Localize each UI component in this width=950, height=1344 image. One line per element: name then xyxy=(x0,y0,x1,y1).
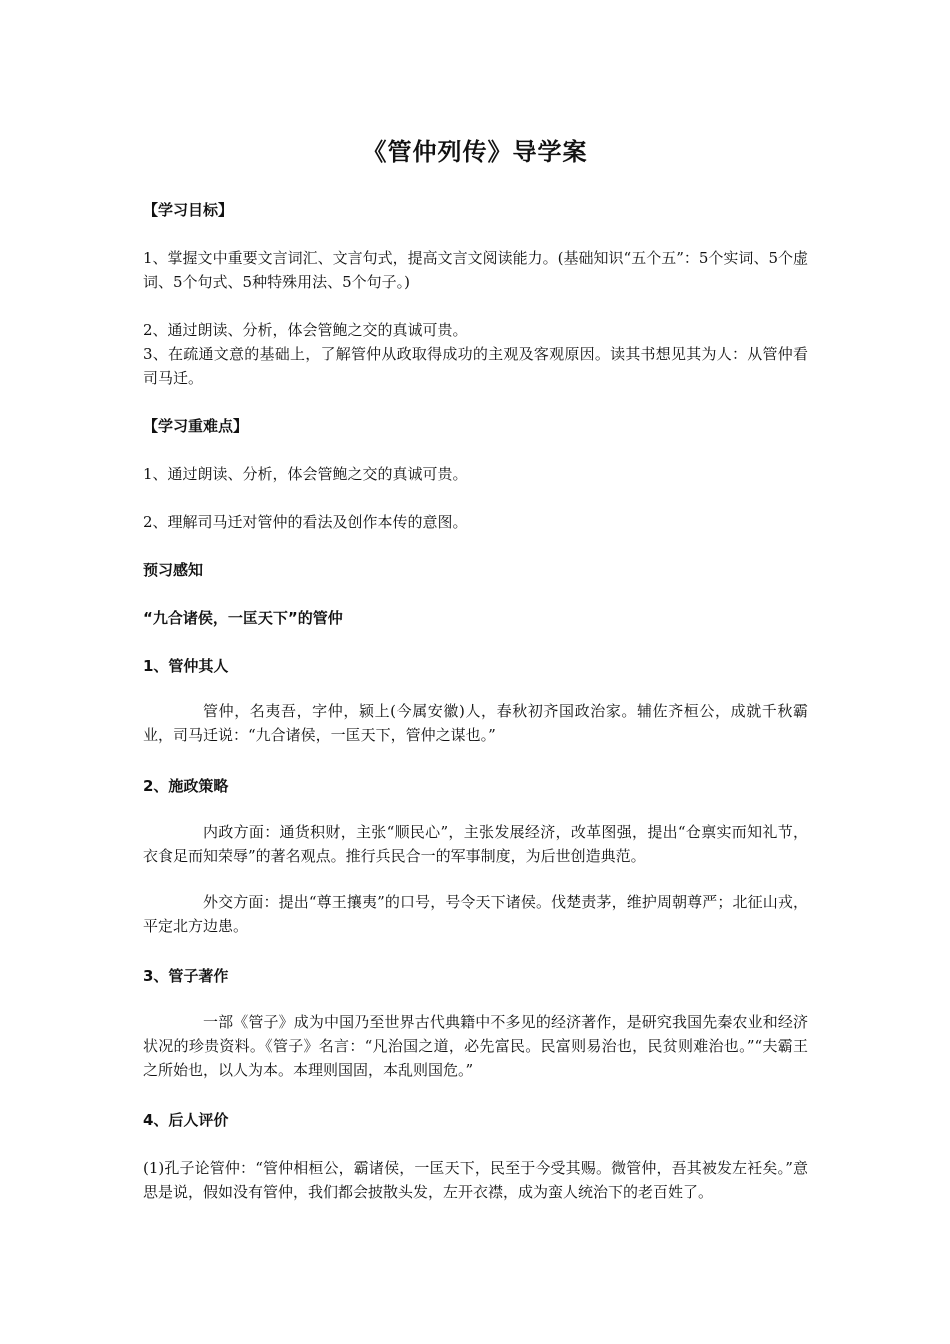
key-point-item-2: 2、理解司马迁对管仲的看法及创作本传的意图。 xyxy=(143,513,468,531)
key-points-heading: 【学习重难点】 xyxy=(143,417,249,435)
preview-subheading: “九合诸侯，一匡天下”的管仲 xyxy=(143,609,343,627)
section3-heading: 3、管子著作 xyxy=(143,967,229,985)
key-point-item-1: 1、通过朗读、分析，体会管鲍之交的真诚可贵。 xyxy=(143,465,468,483)
section2-domestic-text: 内政方面：通货积财，主张“顺民心”，主张发展经济，改革图强，提出“仓禀实而知礼节，衣食足而知荣辱”的著名观点。推行兵民合一的军事制度，为后世创造典范。 xyxy=(143,823,808,865)
section1-heading: 1、管仲其人 xyxy=(143,657,229,675)
objectives-heading: 【学习目标】 xyxy=(143,201,234,219)
section4-heading: 4、后人评价 xyxy=(143,1111,229,1129)
document-title: 《管仲列传》导学案 xyxy=(362,138,588,166)
objective-item-3: 3、在疏通文意的基础上，了解管仲从政取得成功的主观及客观原因。读其书想见其为人：从管仲看司马迁。 xyxy=(143,345,808,387)
section1-text: 管仲，名夷吾，字仲，颍上(今属安徽)人，春秋初齐国政治家。辅佐齐桓公，成就千秋霸业，司马迁说：“九合诸侯，一匡天下，管仲之谋也。” xyxy=(143,702,808,744)
objective-item-1: 1、掌握文中重要文言词汇、文言句式，提高文言文阅读能力。(基础知识“五个五”：5个实词、5个虚词、5个句式、5种特殊用法、5个句子。) xyxy=(143,249,808,291)
section3-text: 一部《管子》成为中国乃至世界古代典籍中不多见的经济著作，是研究我国先秦农业和经济状况的珍贵资料。《管子》名言：“凡治国之道，必先富民。民富则易治也，民贫则难治也。”“夫霸王之所始也，以人为本。本理则国固，本乱则国危。” xyxy=(143,1013,808,1079)
preview-heading: 预习感知 xyxy=(143,561,204,579)
objective-item-2: 2、通过朗读、分析，体会管鲍之交的真诚可贵。 xyxy=(143,321,468,339)
section4-text: (1)孔子论管仲：“管仲相桓公，霸诸侯，一匡天下，民至于今受其赐。微管仲，吾其被发左衽矣。”意思是说，假如没有管仲，我们都会披散头发，左开衣襟，成为蛮人统治下的老百姓了。 xyxy=(143,1159,808,1201)
section2-foreign-text: 外交方面：提出“尊王攘夷”的口号，号令天下诸侯。伐楚责茅，维护周朝尊严；北征山戎，平定北方边患。 xyxy=(143,893,808,935)
section2-heading: 2、施政策略 xyxy=(143,777,229,795)
